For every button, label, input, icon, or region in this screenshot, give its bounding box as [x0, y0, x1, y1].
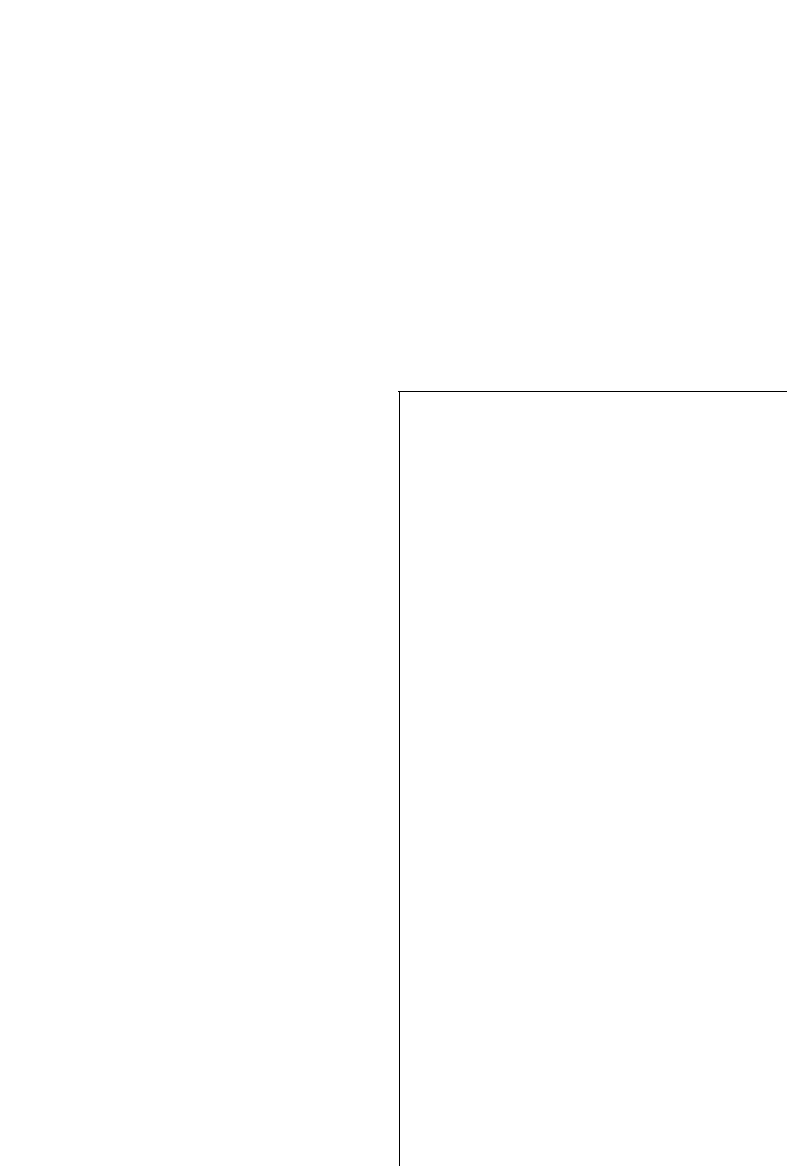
column-header — [10, 914, 390, 930]
column-subheader — [10, 930, 390, 946]
column-header — [10, 420, 390, 436]
column-subheader — [412, 930, 792, 946]
horizontal-divider — [398, 391, 787, 392]
column-header — [412, 914, 792, 930]
salary-description — [10, 404, 390, 420]
salary-description — [412, 898, 792, 914]
vertical-divider — [399, 392, 400, 1166]
group-title — [10, 946, 390, 962]
column-subheader — [10, 436, 390, 452]
salary-description — [10, 898, 390, 914]
group-title — [10, 452, 390, 468]
section-interior — [10, 404, 390, 467]
section-exterior-left — [10, 898, 390, 961]
group-title — [412, 946, 792, 962]
section-exterior-right — [412, 898, 792, 961]
